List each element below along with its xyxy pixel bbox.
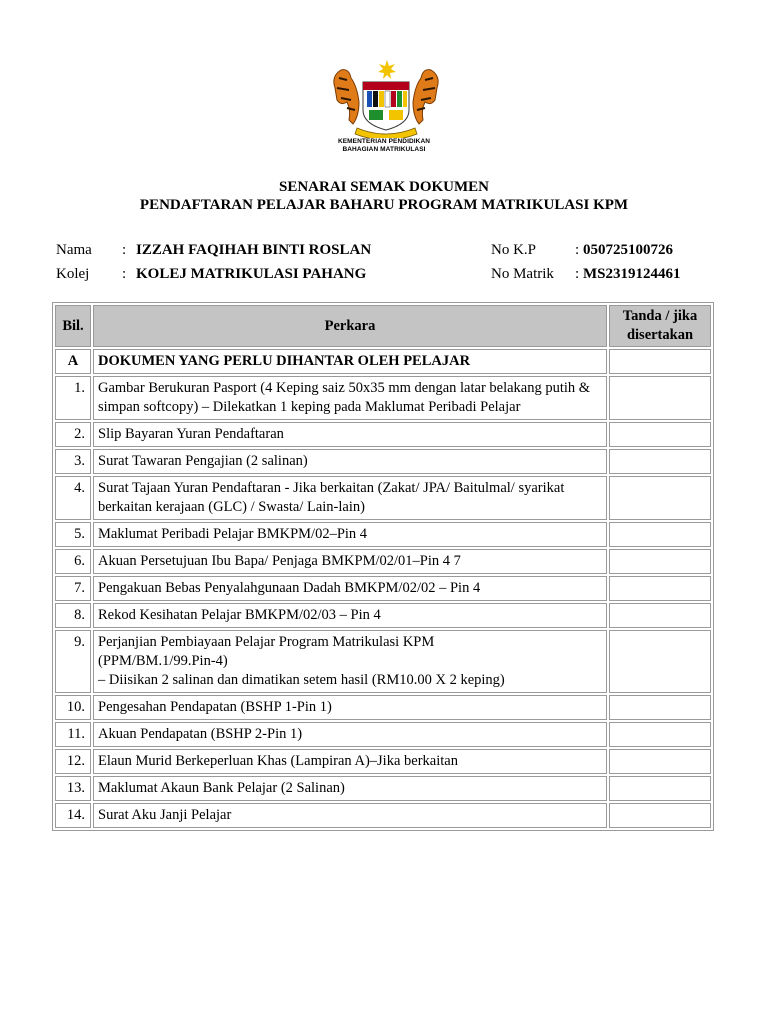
row-number: 2. (55, 422, 91, 447)
row-tick-box[interactable] (609, 422, 711, 447)
row-tick-box[interactable] (609, 722, 711, 747)
row-tick-box[interactable] (609, 549, 711, 574)
nokp-value: 050725100726 (583, 242, 673, 258)
nokp-colon: : (575, 242, 580, 258)
table-header-row (55, 305, 711, 347)
row-item-text: Elaun Murid Berkeperluan Khas (Lampiran A)–Jika berkaitan (93, 749, 607, 774)
row-tick-box[interactable] (609, 522, 711, 547)
row-item-text: Akuan Persetujuan Ibu Bapa/ Penjaga BMKPM/02/01–Pin 4 7 (93, 549, 607, 574)
row-tick-box[interactable] (609, 776, 711, 801)
row-item-text: Surat Tajaan Yuran Pendaftaran - Jika berkaitan (Zakat/ JPA/ Baitulmal/ syarikat berkaitan kerajaan (GLC) / Swasta/ Lain-lain) (93, 476, 607, 520)
document-title (0, 178, 768, 214)
row-number: 5. (55, 522, 91, 547)
row-tick-box[interactable] (609, 603, 711, 628)
kolej-colon: : (122, 266, 127, 282)
row-number: 1. (55, 376, 91, 420)
nama-colon: : (122, 242, 127, 258)
row-tick-box[interactable] (609, 476, 711, 520)
row-item-text: Perjanjian Pembiayaan Pelajar Program Matrikulasi KPM (PPM/BM.1/99.Pin-4) – Diisikan 2 salinan dan dimatikan setem hasil (RM10.00 X 2 keping) (93, 630, 607, 693)
section-tanda-cell (609, 349, 711, 374)
title-line-1: SENARAI SEMAK DOKUMEN (278, 179, 489, 195)
row-item-text: Maklumat Peribadi Pelajar BMKPM/02–Pin 4 (93, 522, 607, 547)
table-row (55, 476, 711, 520)
nokp-label: No K.P (491, 242, 537, 258)
kolej-value: KOLEJ MATRIKULASI PAHANG (136, 266, 367, 282)
table-row (55, 576, 711, 601)
row-number: 11. (55, 722, 91, 747)
row-tick-box[interactable] (609, 449, 711, 474)
row-number: 8. (55, 603, 91, 628)
row-tick-box[interactable] (609, 576, 711, 601)
table-row (55, 603, 711, 628)
section-row (55, 349, 711, 374)
nomatrik-label: No Matrik (491, 266, 554, 282)
section-title: DOKUMEN YANG PERLU DIHANTAR OLEH PELAJAR (93, 349, 607, 374)
table-row (55, 422, 711, 447)
header-bil: Bil. (55, 305, 91, 347)
nama-value: IZZAH FAQIHAH BINTI ROSLAN (136, 242, 372, 258)
kolej-label: Kolej (56, 266, 90, 282)
row-tick-box[interactable] (609, 376, 711, 420)
table-row (55, 749, 711, 774)
row-number: 6. (55, 549, 91, 574)
row-item-text: Rekod Kesihatan Pelajar BMKPM/02/03 – Pin 4 (93, 603, 607, 628)
section-letter: A (55, 349, 91, 374)
row-item-text: Maklumat Akaun Bank Pelajar (2 Salinan) (93, 776, 607, 801)
row-item-text: Slip Bayaran Yuran Pendaftaran (93, 422, 607, 447)
row-number: 12. (55, 749, 91, 774)
ministry-name (0, 138, 768, 154)
row-item-text: Akuan Pendapatan (BSHP 2-Pin 1) (93, 722, 607, 747)
nomatrik-colon: : (575, 266, 580, 282)
row-item-text: Pengesahan Pendapatan (BSHP 1-Pin 1) (93, 695, 607, 720)
student-info-left (56, 241, 476, 285)
header-perkara: Perkara (93, 305, 607, 347)
table-row (55, 803, 711, 828)
row-tick-box[interactable] (609, 695, 711, 720)
row-number: 14. (55, 803, 91, 828)
title-line-2: PENDAFTARAN PELAJAR BAHARU PROGRAM MATRIKULASI KPM (139, 197, 629, 213)
row-item-text: Surat Tawaran Pengajian (2 salinan) (93, 449, 607, 474)
ministry-line-1: KEMENTERIAN PENDIDIKAN (337, 138, 431, 145)
header-tanda: Tanda / jika disertakan (609, 305, 711, 347)
row-item-text: Gambar Berukuran Pasport (4 Keping saiz 50x35 mm dengan latar belakang putih & simpan softcopy) – Dilekatkan 1 keping pada Maklumat Peribadi Pelajar (93, 376, 607, 420)
row-tick-box[interactable] (609, 803, 711, 828)
nama-label: Nama (56, 242, 92, 258)
table-row (55, 376, 711, 420)
row-item-text: Pengakuan Bebas Penyalahgunaan Dadah BMKPM/02/02 – Pin 4 (93, 576, 607, 601)
nomatrik-value: MS2319124461 (583, 266, 681, 282)
row-item-text: Surat Aku Janji Pelajar (93, 803, 607, 828)
row-number: 10. (55, 695, 91, 720)
row-tick-box[interactable] (609, 749, 711, 774)
table-row (55, 449, 711, 474)
table-row (55, 549, 711, 574)
ministry-line-2: BAHAGIAN MATRIKULASI (342, 146, 426, 153)
row-number: 3. (55, 449, 91, 474)
student-info-right (491, 241, 711, 285)
table-row (55, 776, 711, 801)
document-checklist-table (52, 302, 714, 831)
table-row (55, 522, 711, 547)
row-number: 7. (55, 576, 91, 601)
row-tick-box[interactable] (609, 630, 711, 693)
row-number: 4. (55, 476, 91, 520)
row-number: 9. (55, 630, 91, 693)
row-number: 13. (55, 776, 91, 801)
table-row (55, 722, 711, 747)
table-row (55, 695, 711, 720)
table-row (55, 630, 711, 693)
